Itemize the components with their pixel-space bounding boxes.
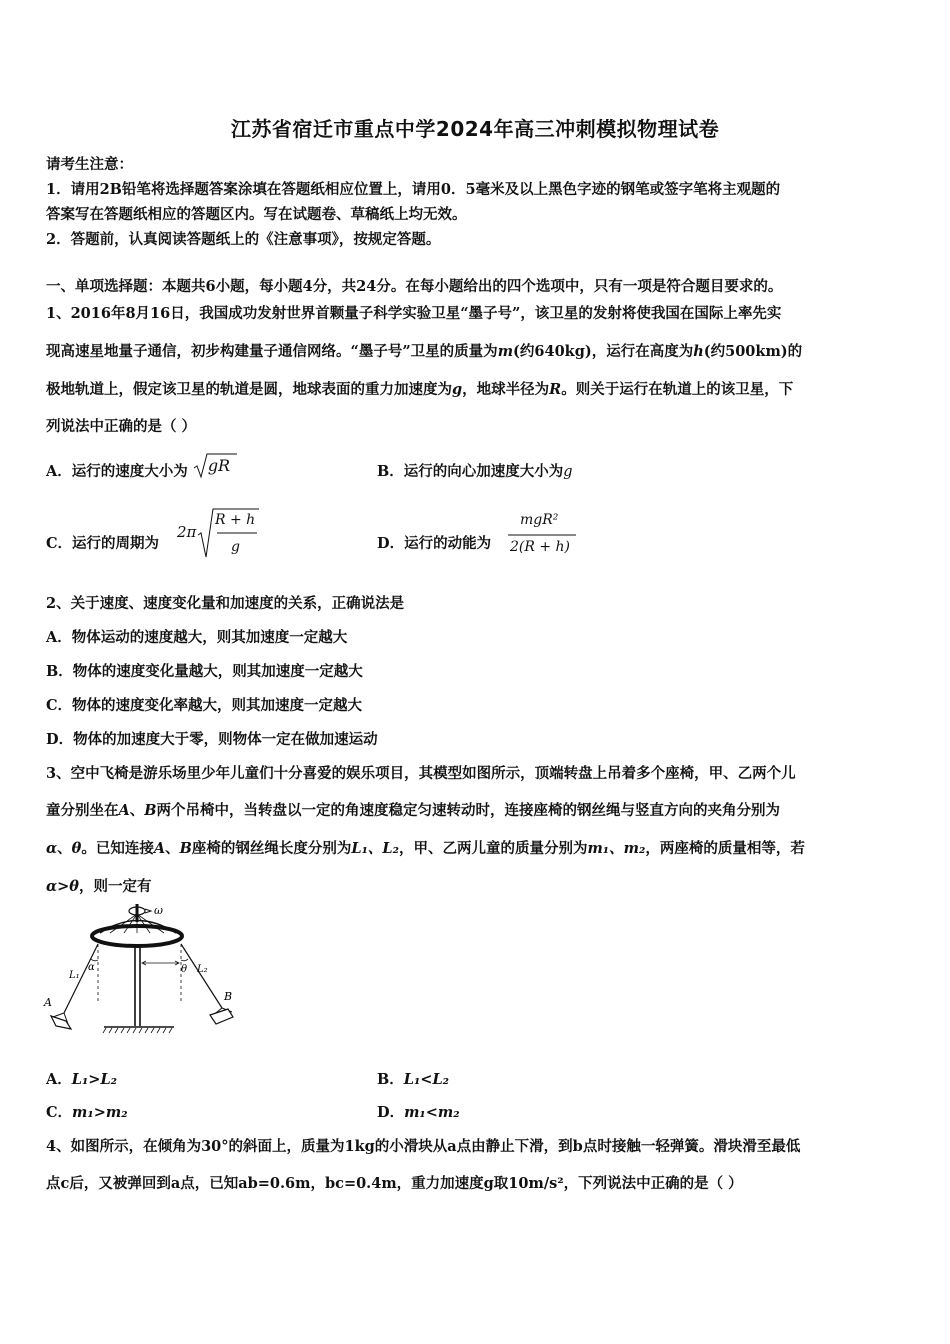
q2-option-b: B．物体的速度变化量越大，则其加速度一定越大 [46, 663, 363, 680]
q3-option-d [377, 1101, 460, 1122]
q3-l4b: ，则一定有 [78, 878, 152, 895]
q1-option-c [46, 532, 159, 553]
q1-line-4: 列说法中正确的是（ ） [46, 418, 197, 435]
q3-line-4 [46, 875, 151, 896]
q1-option-d-den: 2(R + h) [510, 539, 571, 555]
notice-line-1: 1．请用2B铅笔将选择题答案涂填在答题纸相应位置上，请用0．5毫米及以上黑色字迹的钢笔或签字笔将主观题的 [46, 181, 781, 198]
q1-option-d-label: D．运行的动能为 [377, 535, 492, 552]
q3-option-b [377, 1068, 449, 1089]
q1-option-b-expr: g [563, 464, 573, 480]
q1-option-c-den: g [231, 539, 240, 555]
q3-option-b-label: B． [377, 1071, 404, 1088]
notice-line-3: 2．答题前，认真阅读答题纸上的《注意事项》，按规定答题。 [46, 231, 441, 248]
notice-line-2: 答案写在答题纸相应的答题区内。写在试题卷、草稿纸上均无效。 [46, 206, 467, 223]
q1-l3b: g [452, 381, 463, 398]
notice-heading: 请考生注意： [46, 156, 133, 173]
q3-l3b: 、 [57, 840, 72, 857]
q3-l3l: ，两座椅的质量相等，若 [645, 840, 805, 857]
fraction-bar [508, 534, 578, 536]
q3-l2c: 、 [129, 802, 145, 819]
q1-l3c: ，地球半径为 [462, 381, 550, 398]
q3-line-2 [46, 799, 780, 820]
q1-l2c: (约640kg)，运行在高度为 [513, 343, 694, 360]
sqrt-icon [193, 453, 230, 475]
q3-option-d-expr: m₁<m₂ [404, 1104, 460, 1121]
fig-l2: L₂ [197, 964, 208, 975]
q1-option-c-coef: 2π [177, 523, 197, 541]
q3-l3a: α [46, 840, 58, 857]
q4-line-1: 4、如图所示，在倾角为30°的斜面上，质量为1kg的小滑块从a点由静止下滑，到b点时接触一轻弹簧。滑块滑至最低 [46, 1138, 801, 1155]
q1-option-a-label: A．运行的速度大小为 [46, 463, 188, 480]
q2-option-c: C．物体的速度变化率越大，则其加速度一定越大 [46, 697, 363, 714]
q3-l3f: 、 [165, 840, 180, 857]
q1-option-d [377, 532, 491, 553]
q1-l2b: m [497, 343, 514, 360]
q3-option-d-label: D． [377, 1104, 405, 1121]
fig-alpha: α [88, 962, 95, 973]
q2-stem: 2、关于速度、速度变化量和加速度的关系，正确说法是 [46, 595, 405, 612]
section-heading: 一、单项选择题：本题共6小题，每小题4分，共24分。在每小题给出的四个选项中，只有一项是符合题目要求的。 [46, 278, 783, 295]
fig-theta: θ [181, 964, 188, 975]
q1-option-c-formula [177, 507, 277, 559]
q1-l2a: 现高速星地量子通信，初步构建量子通信网络。“墨子号”卫星的质量为 [46, 343, 498, 360]
q3-line-3 [46, 837, 805, 858]
q3-l2d: B [144, 802, 157, 819]
q3-option-b-expr: L₁<L₂ [403, 1071, 450, 1088]
q1-l3d: R [549, 381, 562, 398]
q1-l2e: (约500km)的 [703, 343, 803, 360]
q3-line-1: 3、空中飞椅是游乐场里少年儿童们十分喜爱的娱乐项目，其模型如图所示，顶端转盘上吊着多个座椅，甲、乙两个儿 [46, 765, 796, 782]
q3-option-c-expr: m₁>m₂ [72, 1104, 128, 1121]
swing-ride-figure [40, 900, 255, 1040]
q3-l3j: ，甲、乙两儿童的质量分别为 [398, 840, 588, 857]
q3-option-c [46, 1101, 128, 1122]
q4-line-2: 点c后，又被弹回到a点，已知ab=0.6m，bc=0.4m，重力加速度g取10m/s²，下列说法中正确的是（ ） [46, 1175, 743, 1192]
q3-l3g: B [179, 840, 192, 857]
q1-l2d: h [693, 343, 704, 360]
q3-l4a: α>θ [46, 878, 79, 895]
q1-option-b-label: B．运行的向心加速度大小为 [377, 463, 564, 480]
fig-omega: ω [154, 904, 163, 917]
fig-a: A [44, 996, 52, 1009]
q3-l2b: A [118, 802, 130, 819]
q3-l2a: 童分别坐在 [46, 802, 119, 819]
q1-l3a: 极地轨道上，假定该卫星的轨道是圆，地球表面的重力加速度为 [46, 381, 452, 398]
q3-l3e: A [153, 840, 166, 857]
q1-option-a-expr: gR [207, 456, 231, 475]
q1-option-a [46, 456, 231, 483]
q1-option-d-formula [508, 510, 580, 560]
q1-l3e: 。则关于运行在轨道上的该卫星，下 [561, 381, 794, 398]
q1-option-b [377, 460, 573, 481]
q3-option-a-label: A． [46, 1071, 72, 1088]
q1-line-1: 1、2016年8月16日，我国成功发射世界首颗量子科学实验卫星“墨子号”，该卫星的发射将使我国在国际上率先实 [46, 305, 782, 322]
q3-option-a [46, 1068, 117, 1089]
q3-l2e: 两个吊椅中，当转盘以一定的角速度稳定匀速转动时，连接座椅的钢丝绳与竖直方向的夹角分别为 [156, 802, 781, 819]
fig-l1: L₁ [69, 970, 80, 981]
page-title: 江苏省宿迁市重点中学2024年高三冲刺模拟物理试卷 [230, 117, 720, 141]
q1-line-2 [46, 340, 802, 361]
fig-b: B [224, 990, 233, 1003]
q3-l3k: m₁、m₂ [587, 840, 646, 857]
q1-option-c-label: C．运行的周期为 [46, 535, 160, 552]
q3-l3h: 座椅的钢丝绳长度分别为 [191, 840, 352, 857]
q3-option-a-expr: L₁>L₂ [71, 1071, 118, 1088]
q3-option-c-label: C． [46, 1104, 73, 1121]
q1-option-c-num: R + h [215, 512, 256, 528]
q1-line-3 [46, 378, 793, 399]
q2-option-d: D．物体的加速度大于零，则物体一定在做加速运动 [46, 731, 378, 748]
q2-option-a: A．物体运动的速度越大，则其加速度一定越大 [46, 629, 348, 646]
q3-l3c: θ [71, 840, 82, 857]
q3-l3i: L₁、L₂ [351, 840, 399, 857]
q3-l3d: 。已知连接 [81, 840, 154, 857]
q1-option-d-num: mgR² [520, 512, 559, 528]
